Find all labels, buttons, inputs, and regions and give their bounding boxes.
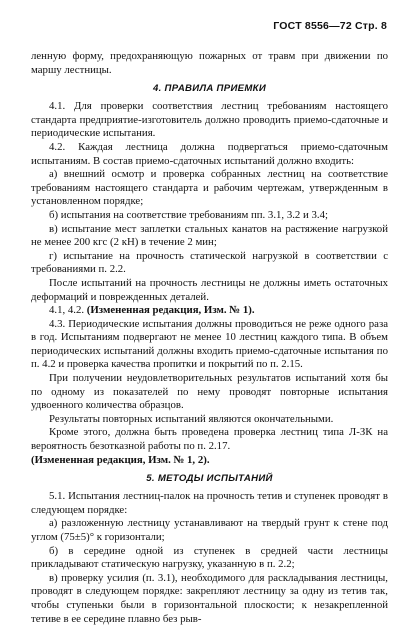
amendment-note: (Измененная редакция, Изм. № 1, 2).: [31, 453, 210, 466]
list-item: а) разложенную лестницу устанавливают на твердый грунт к стене под углом (75±5)° к горизонтали;: [31, 517, 388, 543]
page-header: ГОСТ 8556—72 Стр. 8: [273, 20, 387, 32]
paragraph: После испытаний на прочность лестницы не должны иметь остаточных деформаций и поврежденных деталей.: [31, 276, 388, 303]
amendment-text: (Измененная редакция, Изм. № 1).: [86, 304, 255, 317]
paragraph: Кроме этого, должна быть проведена проверка лестниц типа Л-ЗК на вероятность безотказной работы по п. 2.17.: [31, 426, 388, 453]
amendment-note: [31, 304, 388, 318]
list-item: б) в середине одной из ступенек в средней части лестницы прикладывают статическую нагрузку, указанную в п. 2.2;: [31, 544, 388, 571]
paragraph: 4.3. Периодические испытания должны проводиться не реже одного раза в год. Испытаниям подвергают не менее 10 лестниц каждого типа. В объем периодических испытаний должны входить приемо-сдаточные испытания по п. 4.2 и проверка качества пропитки и покрытий по п. 2.15.: [31, 317, 388, 371]
paragraph: 4.1. Для проверки соответствия лестниц требованиям настоящего стандарта предприятие-изготовитель должно проводить приемо-сдаточные и периодические испытания.: [31, 100, 388, 140]
document-body: [31, 50, 388, 626]
paragraph: 4.2. Каждая лестница должна подвергаться приемо-сдаточным испытаниям. В состав приемо-сдаточных испытаний должно входить:: [31, 140, 388, 167]
paragraph: 5.1. Испытания лестниц-палок на прочность тетив и ступенек проводят в следующем порядке:: [31, 490, 388, 516]
section-heading: 5. МЕТОДЫ ИСПЫТАНИЙ: [146, 473, 273, 485]
amendment-ref: 4.1, 4.2.: [49, 304, 87, 317]
list-item: б) испытания на соответствие требованиям пп. 3.1, 3.2 и 3.4;: [49, 208, 328, 221]
paragraph: ленную форму, предохраняющую пожарных от травм при движении по маршу лестницы.: [31, 50, 388, 76]
paragraph: Результаты повторных испытаний являются окончательными.: [49, 412, 334, 425]
list-item: в) проверку усилия (п. 3.1), необходимого для раскладывания лестницы, проводят в следующем порядке: закрепляют лестницу за одну из тетив так, чтобы ступеньки были в горизонтальной плоскости; к незакрепленной тетиве в ее середине плавно без рыв-: [31, 571, 388, 625]
list-item: г) испытание на прочность статической нагрузкой в соответствии с требованиями п. 2.2.: [31, 249, 388, 276]
section-heading: 4. ПРАВИЛА ПРИЕМКИ: [152, 83, 267, 95]
list-item: а) внешний осмотр и проверка собранных лестниц на соответствие требованиям настоящего стандарта и рабочим чертежам, утвержденным в установленном порядке;: [31, 168, 388, 208]
list-item: в) испытание мест заплетки стальных канатов на растяжение нагрузкой не менее 200 кгс (2 кН) в течение 2 мин;: [31, 222, 388, 249]
paragraph: При получении неудовлетворительных результатов испытаний хотя бы по одному из показателей по нему проводят повторные испытания удвоенного количества образцов.: [31, 372, 388, 412]
